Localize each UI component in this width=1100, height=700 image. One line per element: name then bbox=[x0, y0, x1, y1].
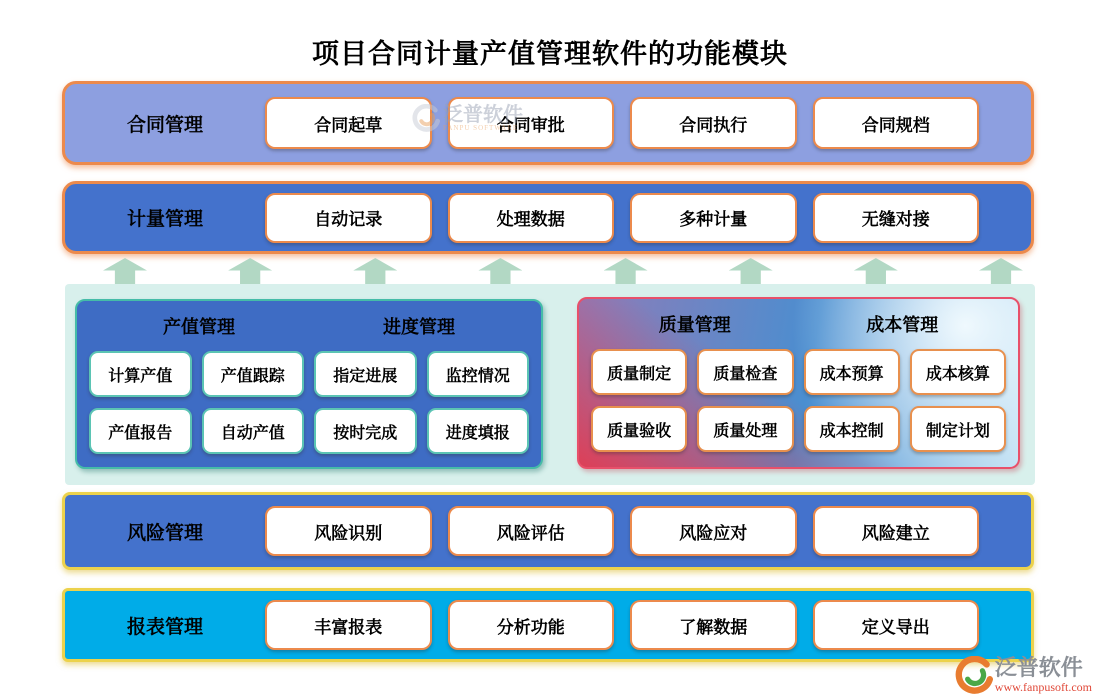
contract-archive-button[interactable]: 合同规档 bbox=[813, 97, 980, 149]
cost-budget-button[interactable]: 成本预算 bbox=[804, 349, 900, 395]
contract-draft-button[interactable]: 合同起草 bbox=[265, 97, 432, 149]
quality-planning-button[interactable]: 质量制定 bbox=[591, 349, 687, 395]
quality-acceptance-button[interactable]: 质量验收 bbox=[591, 406, 687, 452]
up-arrow-icon bbox=[854, 258, 898, 284]
fanpu-logo-brand: 泛普软件 bbox=[994, 655, 1083, 680]
risk-response-button[interactable]: 风险应对 bbox=[630, 506, 797, 556]
output-progress-row-1 bbox=[89, 351, 529, 397]
cost-accounting-button[interactable]: 成本核算 bbox=[910, 349, 1006, 395]
on-time-completion-button[interactable]: 按时完成 bbox=[314, 408, 417, 454]
report-band-label: 报表管理 bbox=[126, 616, 203, 638]
cost-control-button[interactable]: 成本控制 bbox=[804, 406, 900, 452]
seamless-integration-button[interactable]: 无缝对接 bbox=[813, 193, 980, 243]
contract-execution-button[interactable]: 合同执行 bbox=[630, 97, 797, 149]
custom-export-button[interactable]: 定义导出 bbox=[813, 600, 980, 650]
quality-inspection-button[interactable]: 质量检查 bbox=[697, 349, 793, 395]
up-arrow-icon bbox=[478, 258, 522, 284]
flow-arrows bbox=[103, 258, 1023, 284]
diagram-title: 项目合同计量产值管理软件的功能模块 bbox=[312, 39, 788, 69]
quality-cost-row-2 bbox=[591, 406, 1006, 452]
auto-record-button[interactable]: 自动记录 bbox=[265, 193, 432, 243]
up-arrow-icon bbox=[979, 258, 1023, 284]
output-mgmt-header: 产值管理 bbox=[163, 317, 235, 337]
cost-mgmt-header: 成本管理 bbox=[866, 315, 939, 335]
assign-progress-button[interactable]: 指定进展 bbox=[314, 351, 417, 397]
risk-identification-button[interactable]: 风险识别 bbox=[265, 506, 432, 556]
risk-band-label: 风险管理 bbox=[126, 522, 203, 544]
fanpu-logo bbox=[955, 656, 1092, 694]
quality-cost-headers bbox=[591, 311, 1006, 337]
quality-cost-panel bbox=[577, 297, 1020, 469]
quality-cost-row-1 bbox=[591, 349, 1006, 395]
calculate-output-button[interactable]: 计算产值 bbox=[89, 351, 192, 397]
analysis-function-button[interactable]: 分析功能 bbox=[448, 600, 615, 650]
watermark-brand-en: FANPU SOFTWARE bbox=[443, 123, 519, 132]
quality-mgmt-header: 质量管理 bbox=[658, 315, 731, 335]
risk-management-band bbox=[62, 492, 1034, 570]
rich-reports-button[interactable]: 丰富报表 bbox=[265, 600, 432, 650]
contract-approval-button[interactable]: 合同审批 bbox=[448, 97, 615, 149]
up-arrow-icon bbox=[353, 258, 397, 284]
up-arrow-icon bbox=[103, 258, 147, 284]
middle-panel-group bbox=[65, 284, 1035, 485]
understand-data-button[interactable]: 了解数据 bbox=[630, 600, 797, 650]
up-arrow-icon bbox=[604, 258, 648, 284]
measurement-band-buttons bbox=[265, 193, 1031, 243]
contract-band-label: 合同管理 bbox=[126, 114, 203, 136]
report-management-band bbox=[62, 588, 1034, 662]
fanpu-logo-url: www.fanpusoft.com bbox=[994, 680, 1092, 694]
multi-measurement-button[interactable]: 多种计量 bbox=[630, 193, 797, 243]
up-arrow-icon bbox=[228, 258, 272, 284]
output-progress-headers bbox=[89, 313, 529, 339]
measurement-band-label: 计量管理 bbox=[126, 209, 203, 230]
risk-assessment-button[interactable]: 风险评估 bbox=[448, 506, 615, 556]
up-arrow-icon bbox=[729, 258, 773, 284]
contract-band-buttons bbox=[265, 97, 1031, 149]
monitor-status-button[interactable]: 监控情况 bbox=[427, 351, 530, 397]
fanpu-logo-icon bbox=[955, 656, 993, 694]
report-band-buttons bbox=[265, 600, 1031, 650]
watermark-brand: 泛普软件 bbox=[443, 103, 523, 126]
output-tracking-button[interactable]: 产值跟踪 bbox=[202, 351, 305, 397]
output-report-button[interactable]: 产值报告 bbox=[89, 408, 192, 454]
progress-filling-button[interactable]: 进度填报 bbox=[427, 408, 530, 454]
contract-management-band bbox=[62, 81, 1034, 165]
quality-handling-button[interactable]: 质量处理 bbox=[697, 406, 793, 452]
progress-mgmt-header: 进度管理 bbox=[383, 317, 455, 337]
risk-band-buttons bbox=[265, 506, 1031, 556]
data-processing-button[interactable]: 处理数据 bbox=[448, 193, 615, 243]
fanpu-logo-text bbox=[995, 657, 1092, 693]
risk-establishment-button[interactable]: 风险建立 bbox=[813, 506, 980, 556]
output-progress-panel bbox=[75, 299, 543, 469]
output-progress-row-2 bbox=[89, 408, 529, 454]
measurement-management-band bbox=[62, 181, 1034, 254]
auto-output-button[interactable]: 自动产值 bbox=[202, 408, 305, 454]
plan-making-button[interactable]: 制定计划 bbox=[910, 406, 1006, 452]
